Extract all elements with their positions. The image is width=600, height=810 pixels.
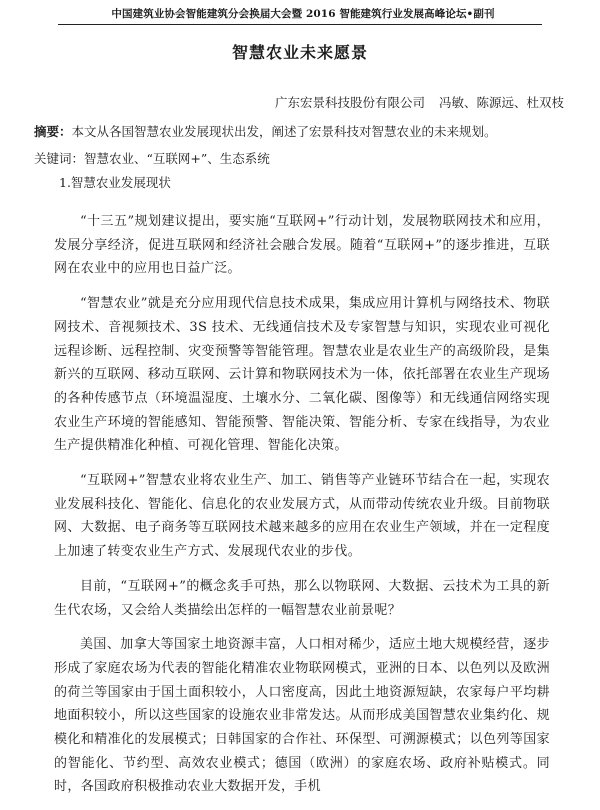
body-text xyxy=(54,210,550,810)
paper-title: 智慧农业未来愿景 xyxy=(231,43,368,62)
author-line xyxy=(275,93,564,111)
keywords-text: 智慧农业、“互联网+”、生态系统 xyxy=(84,151,270,166)
keywords xyxy=(34,149,270,167)
running-header: 中国建筑业协会智能建筑分会换届大会暨 2016 智能建筑行业发展高峰论坛•副刊 xyxy=(111,8,495,20)
header-rule xyxy=(58,24,542,25)
keywords-label: 关键词： xyxy=(34,151,85,166)
paragraph-4: 目前，“互联网+”的概念炙手可热，那么以物联网、大数据、云技术为工具的新生代农场，又会给人类描绘出怎样的一幅智慧农业前景呢？ xyxy=(54,578,550,618)
section-heading: 1.智慧农业发展现状 xyxy=(59,175,171,190)
abstract-text: 本文从各国智慧农业发展现状出发，阐述了宏景科技对智慧农业的未来规划。 xyxy=(71,124,497,139)
paragraph-1: “十三五”规划建议提出，要实施“互联网+”行动计划，发展物联网技术和应用，发展分享经济，促进互联网和经济社会融合发展。随着“互联网+”的逐步推进，互联网在农业中的应用也日益广泛。 xyxy=(54,214,550,277)
abstract-label: 摘要： xyxy=(34,124,72,139)
paragraph-2: “智慧农业”就是充分应用现代信息技术成果，集成应用计算机与网络技术、物联网技术、音视频技术、3S 技术、无线通信技术及专家智慧与知识，实现农业可视化远程诊断、远程控制、灾变预警等智能管理。智慧农业是农业生产的高级阶段，是集新兴的互联网、移动互联网、云计算和物联网技术为一体，依托部署在农业生产现场的各种传感节点（环境温湿度、土壤水分、二氧化碳、图像等）和无线通信网络实现农业生产环境的智能感知、智能预警、智能决策、智能分析、专家在线指导，为农业生产提供精准化种植、可视化管理、智能化决策。 xyxy=(54,296,550,454)
affiliation: 广东宏景科技股份有限公司 xyxy=(274,95,425,110)
author-names: 冯敏、陈源远、杜双枝 xyxy=(438,95,564,110)
abstract xyxy=(34,122,566,140)
paragraph-5: 美国、加拿大等国家土地资源丰富，人口相对稀少，适应土地大规模经营，逐步形成了家庭农场为代表的智能化精准农业物联网模式，亚洲的日本、以色列以及欧洲的荷兰等国家由于国土面积较小，人口密度高，因此土地资源短缺，农家每户平均耕地面积较小，所以这些国家的设施农业非常发达。从而形成美国智慧农业集约化、规模化和精准化的发展模式；日韩国家的合作社、环保型、可溯源模式；以色列等国家的智能化、节约型、高效农业模式；德国（欧洲）的家庭农场、政府补贴模式。同时，各国政府积极推动农业大数据开发，手机 xyxy=(54,637,550,795)
paragraph-3: “互联网+”智慧农业将农业生产、加工、销售等产业链环节结合在一起，实现农业发展科技化、智能化、信息化的农业发展方式，从而带动传统农业升级。目前物联网、大数据、电子商务等互联网技术越来越多的应用在农业生产领域，并在一定程度上加速了转变农业生产方式、发展现代农业的步伐。 xyxy=(54,473,550,560)
